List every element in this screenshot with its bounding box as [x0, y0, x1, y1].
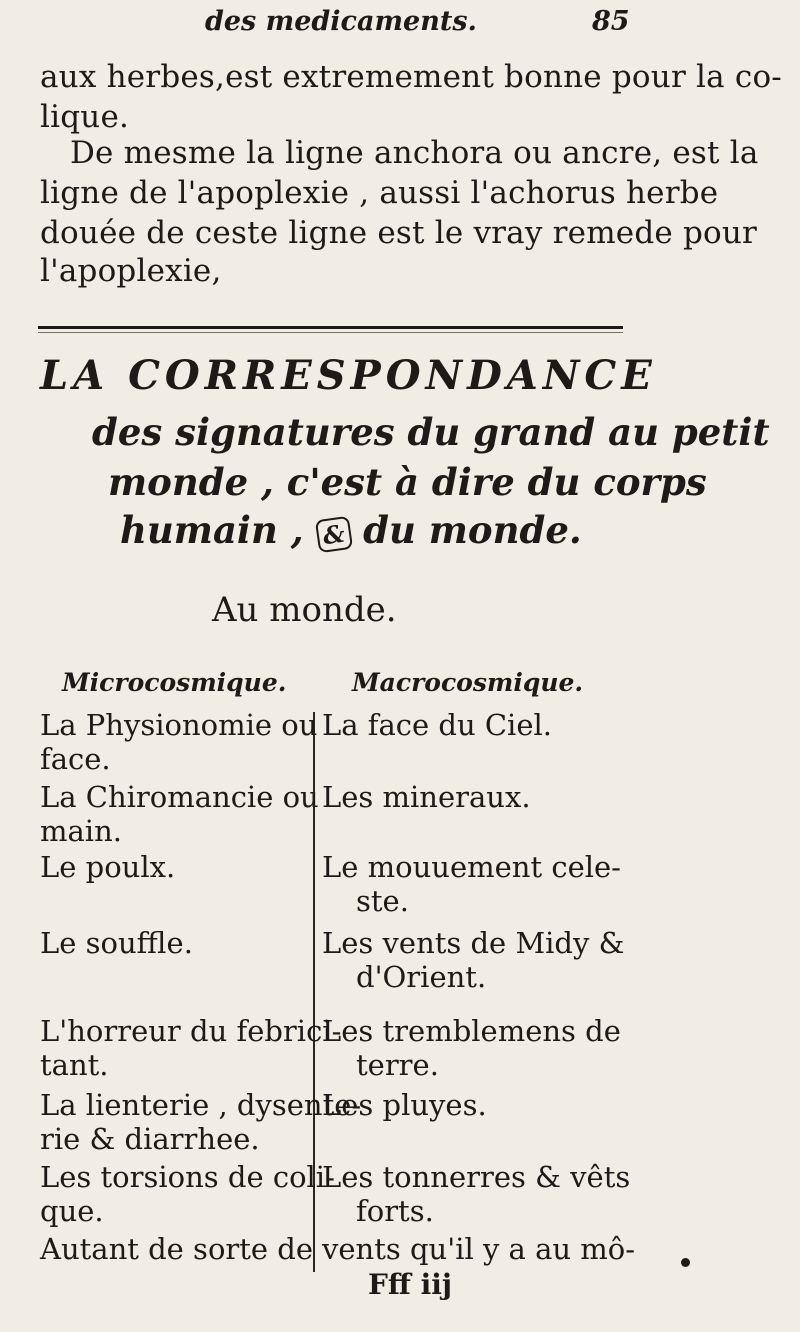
section-rule-thin — [38, 332, 623, 333]
signature-mark: Fff iij — [368, 1268, 453, 1301]
left-entry: La Physionomie ou face. — [40, 708, 318, 776]
intro-line: ligne de l'apoplexie , aussi l'achorus herbe — [40, 175, 719, 211]
right-entry: Le mouuement cele- ste. — [322, 850, 621, 918]
right-column-header: Macrocosmique. — [352, 668, 584, 697]
left-column-header: Microcosmique. — [62, 668, 287, 697]
ink-dot — [681, 1258, 690, 1267]
heading-line: des signatures du grand au petit — [92, 410, 770, 454]
right-entry: Les tremblemens de terre. — [322, 1014, 621, 1082]
right-entry: Les vents de Midy & d'Orient. — [322, 926, 625, 994]
heading-fragment: humain , — [120, 508, 304, 552]
heading-line: monde , c'est à dire du corps — [108, 460, 707, 504]
right-entry: Les mineraux. — [322, 780, 531, 814]
section-rule — [38, 326, 623, 329]
intro-line: De mesme la ligne anchora ou ancre, est la — [70, 135, 759, 171]
chapter-heading: LA CORRESPONDANCE — [40, 352, 657, 399]
intro-line: l'apoplexie, — [40, 253, 222, 289]
right-entry: vents qu'il y a au mô- — [322, 1232, 636, 1266]
intro-line: lique. — [40, 99, 130, 135]
left-entry: Les torsions de coli- que. — [40, 1160, 335, 1228]
intro-line: douée de ceste ligne est le vray remede pour — [40, 215, 758, 251]
right-entry: Les pluyes. — [322, 1088, 487, 1122]
page-number: 85 — [592, 6, 630, 37]
left-entry: Le poulx. — [40, 850, 176, 884]
left-entry: La lienterie , dysente- rie & diarrhee. — [40, 1088, 362, 1156]
heading-fragment: du monde. — [363, 508, 582, 552]
left-entry: L'horreur du febrici- tant. — [40, 1014, 342, 1082]
right-entry: La face du Ciel. — [322, 708, 552, 742]
left-entry: Le souffle. — [40, 926, 193, 960]
section-title: Au monde. — [212, 590, 397, 630]
heading-line-last — [120, 508, 582, 552]
left-entry: Autant de sorte de — [40, 1232, 314, 1266]
left-entry: La Chiromancie ou main. — [40, 780, 319, 848]
intro-line: aux herbes,est extremement bonne pour la co- — [40, 59, 782, 95]
ampersand-ornament: & — [314, 516, 352, 553]
right-entry: Les tonnerres & vêts forts. — [322, 1160, 631, 1228]
running-header: des medicaments. — [205, 6, 477, 37]
